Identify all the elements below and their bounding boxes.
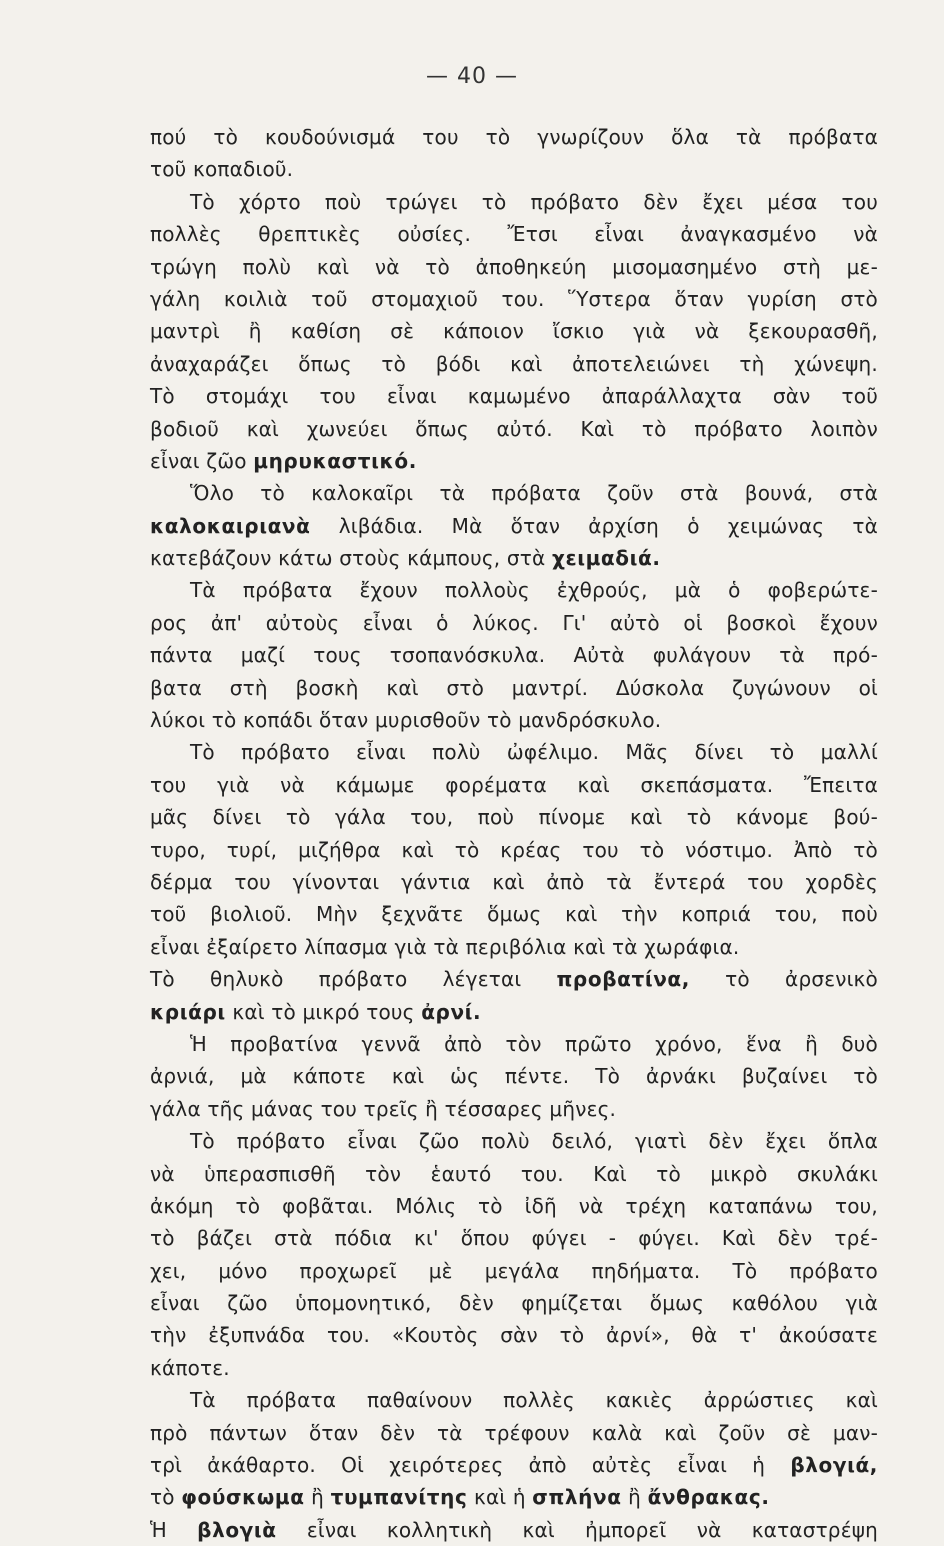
text-segment: τοῦ κοπαδιοῦ. bbox=[150, 157, 294, 182]
text-line bbox=[150, 1384, 878, 1416]
text-segment: νὰ ὑπερασπισθῆ τὸν ἑαυτό του. Καὶ τὸ μικρὸ σκυλάκι bbox=[150, 1161, 878, 1186]
text-line bbox=[150, 866, 878, 898]
text-line bbox=[150, 1514, 878, 1546]
text-segment: τρὶ ἀκάθαρτο. Οἱ χειρότερες ἀπὸ αὐτὲς εἶναι ἡ bbox=[150, 1453, 791, 1478]
text-line bbox=[150, 121, 878, 153]
text-line bbox=[150, 218, 878, 250]
text-line bbox=[150, 834, 878, 866]
text-segment: ἢ bbox=[304, 1485, 331, 1510]
bold-term: μηρυκαστικό. bbox=[253, 448, 417, 473]
text-line bbox=[150, 963, 878, 995]
text-segment: τὴν ἐξυπνάδα του. «Κουτὸς σὰν τὸ ἀρνί», θὰ τ' ἀκούσατε bbox=[150, 1323, 878, 1348]
text-segment: πού τὸ κουδούνισμά του τὸ γνωρίζουν ὅλα τὰ πρόβατα bbox=[150, 125, 878, 149]
text-line bbox=[150, 607, 878, 639]
text-segment: ἀναχαράζει ὅπως τὸ βόδι καὶ ἀποτελειώνει τὴ χώνεψη. bbox=[150, 351, 878, 376]
text-line bbox=[150, 639, 878, 671]
text-line bbox=[150, 251, 878, 283]
text-line bbox=[150, 1158, 878, 1190]
text-line bbox=[150, 704, 878, 736]
bold-term: σπλήνα bbox=[532, 1485, 622, 1510]
bold-term: βλογιά, bbox=[790, 1453, 878, 1478]
text-segment: γάλα τῆς μάνας του τρεῖς ἢ τέσσαρες μῆνες. bbox=[150, 1096, 617, 1121]
text-line bbox=[150, 348, 878, 380]
text-line bbox=[150, 186, 878, 218]
text-segment: πρὸ πάντων ὅταν δὲν τὰ τρέφουν καλὰ καὶ ζοῦν σὲ μαν- bbox=[150, 1420, 878, 1445]
text-segment: τὸ βάζει στὰ πόδια κι' ὅπου φύγει - φύγει. Καὶ δὲν τρέ- bbox=[150, 1226, 878, 1251]
text-segment: βατα στὴ βοσκὴ καὶ στὸ μαντρί. Δύσκολα ζυγώνουν οἱ bbox=[150, 675, 878, 700]
text-segment: Τὸ στομάχι του εἶναι καμωμένο ἀπαράλλαχτα σὰν τοῦ bbox=[150, 384, 878, 409]
text-segment: τὸ ἀρσενικὸ bbox=[689, 967, 878, 992]
bold-term: ἀρνί. bbox=[421, 999, 482, 1024]
text-segment: κατεβάζουν κάτω στοὺς κάμπους, στὰ bbox=[150, 546, 552, 571]
bold-term: βλογιὰ bbox=[197, 1517, 277, 1542]
text-line bbox=[150, 574, 878, 606]
text-segment: ρος ἀπ' αὐτοὺς εἶναι ὁ λύκος. Γι' αὐτὸ οἱ βοσκοὶ ἔχουν bbox=[150, 610, 878, 635]
text-segment: κάποτε. bbox=[150, 1355, 230, 1380]
text-line bbox=[150, 510, 878, 542]
text-segment: Τὸ πρόβατο εἶναι ζῶο πολὺ δειλό, γιατὶ δὲν ἔχει ὅπλα bbox=[190, 1129, 878, 1154]
text-line bbox=[150, 1255, 878, 1287]
text-segment: λύκοι τὸ κοπάδι ὅταν μυρισθοῦν τὸ μανδρόσκυλο. bbox=[150, 708, 662, 733]
text-segment: Ἡ προβατίνα γεννᾶ ἀπὸ τὸν πρῶτο χρόνο, ἕνα ἢ δυὸ bbox=[190, 1031, 878, 1056]
text-segment: Τὸ πρόβατο εἶναι πολὺ ὠφέλιμο. Μᾶς δίνει τὸ μαλλί bbox=[190, 740, 878, 765]
text-segment: εἶναι ζῶο bbox=[150, 448, 254, 473]
text-line bbox=[150, 1190, 878, 1222]
text-line bbox=[150, 283, 878, 315]
text-line bbox=[150, 1222, 878, 1254]
text-segment: πάντα μαζί τους τσοπανόσκυλα. Αὐτὰ φυλάγουν τὰ πρό- bbox=[150, 643, 878, 668]
text-segment: Τὰ πρόβατα παθαίνουν πολλὲς κακιὲς ἀρρώστιες καὶ bbox=[190, 1388, 878, 1413]
text-line bbox=[150, 996, 878, 1028]
text-line bbox=[150, 736, 878, 768]
text-segment: Τὸ θηλυκὸ πρόβατο λέγεται bbox=[150, 967, 557, 992]
text-line bbox=[150, 1449, 878, 1481]
bold-term: καλοκαιριανὰ bbox=[150, 513, 311, 538]
text-segment: ἀρνιά, μὰ κάποτε καὶ ὡς πέντε. Τὸ ἀρνάκι βυζαίνει τὸ bbox=[150, 1064, 878, 1089]
text-line bbox=[150, 1093, 878, 1125]
text-segment: χει, μόνο προχωρεῖ μὲ μεγάλα πηδήματα. Τὸ πρόβατο bbox=[150, 1258, 878, 1283]
text-line bbox=[150, 1481, 878, 1513]
text-line bbox=[150, 1060, 878, 1092]
text-segment: Τὰ πρόβατα ἔχουν πολλοὺς ἐχθρούς, μὰ ὁ φοβερώτε- bbox=[190, 578, 878, 603]
text-line bbox=[150, 413, 878, 445]
text-line bbox=[150, 1352, 878, 1384]
text-segment: Τὸ χόρτο ποὺ τρώγει τὸ πρόβατο δὲν ἔχει μέσα του bbox=[190, 189, 878, 214]
text-segment: μαντρὶ ἢ καθίση σὲ κάποιον ἴσκιο γιὰ νὰ ξεκουρασθῆ, bbox=[150, 319, 878, 344]
text-line bbox=[150, 769, 878, 801]
bold-term: χειμαδιά. bbox=[551, 546, 661, 571]
text-segment: γάλη κοιλιὰ τοῦ στομαχιοῦ του. Ὕστερα ὅταν γυρίση στὸ bbox=[150, 286, 878, 311]
text-line bbox=[150, 898, 878, 930]
text-segment: μᾶς δίνει τὸ γάλα του, ποὺ πίνομε καὶ τὸ κάνομε βού- bbox=[150, 805, 878, 830]
text-segment: τυρο, τυρί, μιζήθρα καὶ τὸ κρέας του τὸ νόστιμο. Ἀπὸ τὸ bbox=[150, 837, 878, 862]
text-segment: δέρμα του γίνονται γάντια καὶ ἀπὸ τὰ ἔντερά του χορδὲς bbox=[150, 869, 878, 894]
text-line bbox=[150, 672, 878, 704]
text-line bbox=[150, 1417, 878, 1449]
text-segment: πολλὲς θρεπτικὲς οὐσίες. Ἔτσι εἶναι ἀναγκασμένο νὰ bbox=[150, 222, 878, 247]
text-line bbox=[150, 315, 878, 347]
text-segment: λιβάδια. Μὰ ὅταν ἀρχίση ὁ χειμώνας τὰ bbox=[310, 513, 878, 538]
text-line bbox=[150, 1319, 878, 1351]
bold-term: προβατίνα, bbox=[556, 967, 690, 992]
text-line bbox=[150, 1287, 878, 1319]
text-segment: τὸ bbox=[150, 1485, 182, 1510]
text-line bbox=[150, 542, 878, 574]
text-segment: του γιὰ νὰ κάμωμε φορέματα καὶ σκεπάσματα. Ἔπειτα bbox=[150, 772, 878, 797]
text-segment: εἶναι ἐξαίρετο λίπασμα γιὰ τὰ περιβόλια καὶ τὰ χωράφια. bbox=[150, 934, 740, 959]
text-line bbox=[150, 445, 878, 477]
text-line bbox=[150, 477, 878, 509]
text-line bbox=[150, 380, 878, 412]
text-segment: καὶ ἡ bbox=[467, 1485, 533, 1510]
text-segment: ἀκόμη τὸ φοβᾶται. Μόλις τὸ ἰδῆ νὰ τρέχη καταπάνω του, bbox=[150, 1193, 878, 1218]
text-line bbox=[150, 153, 878, 185]
text-segment: τρώγη πολὺ καὶ νὰ τὸ ἀποθηκεύη μισομασημένο στὴ με- bbox=[150, 254, 878, 279]
text-segment: Ἡ bbox=[150, 1517, 198, 1542]
text-line bbox=[150, 801, 878, 833]
text-segment: τοῦ βιολιοῦ. Μὴν ξεχνᾶτε ὅμως καὶ τὴν κοπριά του, ποὺ bbox=[150, 902, 878, 927]
text-line bbox=[150, 1028, 878, 1060]
text-line bbox=[150, 931, 878, 963]
bold-term: τυμπανίτης bbox=[330, 1485, 468, 1510]
bold-term: κριάρι bbox=[150, 999, 226, 1024]
text-segment: βοδιοῦ καὶ χωνεύει ὅπως αὐτό. Καὶ τὸ πρόβατο λοιπὸν bbox=[150, 416, 878, 441]
bold-term: ἄνθρακας. bbox=[647, 1485, 770, 1510]
text-line bbox=[150, 1125, 878, 1157]
text-segment: ἢ bbox=[621, 1485, 648, 1510]
page-text bbox=[150, 121, 878, 1546]
bold-term: φούσκωμα bbox=[181, 1485, 305, 1510]
text-segment: εἶναι κολλητικὴ καὶ ἠμπορεῖ νὰ καταστρέψη bbox=[276, 1517, 878, 1542]
text-segment: καὶ τὸ μικρό τους bbox=[225, 999, 422, 1024]
text-segment: εἶναι ζῶο ὑπομονητικό, δὲν φημίζεται ὅμως καθόλου γιὰ bbox=[150, 1291, 878, 1316]
page-number: — 40 — bbox=[426, 64, 518, 89]
text-segment: Ὅλο τὸ καλοκαῖρι τὰ πρόβατα ζοῦν στὰ βουνά, στὰ bbox=[190, 481, 878, 506]
